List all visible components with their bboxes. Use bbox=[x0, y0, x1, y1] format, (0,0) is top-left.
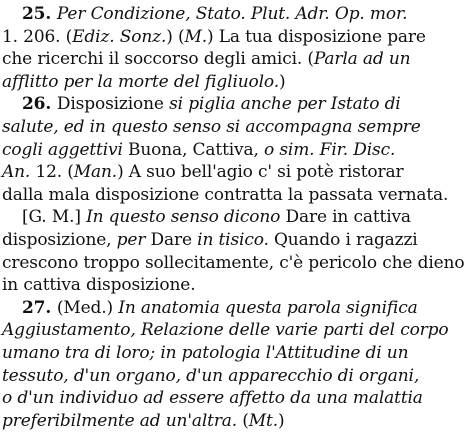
text-segment: ) bbox=[277, 410, 285, 431]
text-segment: in cattiva disposizione. bbox=[2, 275, 196, 296]
text-segment: ) ( bbox=[166, 26, 185, 47]
text-segment: preferibilmente ad un'altra. bbox=[2, 410, 238, 431]
text-segment: Mt. bbox=[248, 410, 278, 431]
text-line bbox=[2, 26, 426, 49]
text-segment: dalla mala disposizione contratta la passata vernata. bbox=[2, 184, 449, 205]
text-segment: 27. bbox=[22, 297, 57, 318]
text-segment: Man. bbox=[73, 162, 118, 183]
text-segment: cogli aggettivi bbox=[2, 139, 129, 160]
text-segment: 12. ( bbox=[35, 162, 74, 183]
text-line bbox=[2, 274, 195, 297]
text-segment: 26. bbox=[22, 94, 57, 115]
text-segment: per bbox=[116, 230, 151, 250]
text-segment: Dare in cattiva bbox=[285, 207, 411, 228]
text-segment: crescono troppo sollecitamente, c'è pericolo che dieno bbox=[2, 252, 465, 273]
text-segment: Aggiustamento, Relazione delle varie parti del corpo bbox=[2, 320, 449, 341]
text-line bbox=[22, 93, 401, 116]
text-segment: che ricerchi il soccorso degli amici. ( bbox=[2, 49, 314, 70]
text-segment: Buona, Cattiva, bbox=[128, 139, 264, 160]
text-line bbox=[2, 48, 410, 71]
text-line bbox=[2, 184, 448, 207]
text-segment: Per Condizione, Stato. Plut. Adr. Op. mor. bbox=[56, 4, 408, 24]
text-line bbox=[2, 387, 423, 410]
text-line bbox=[2, 116, 421, 139]
text-line bbox=[2, 161, 403, 184]
text-line bbox=[2, 319, 448, 342]
text-segment: 1. 206. ( bbox=[2, 26, 73, 47]
text-segment: si piglia anche per Istato di bbox=[169, 94, 401, 115]
text-line bbox=[2, 71, 285, 94]
text-line bbox=[22, 206, 411, 229]
text-segment: disposizione, bbox=[2, 230, 117, 250]
text-segment: salute, ed in questo senso si accompagna sempre bbox=[2, 117, 421, 137]
text-line bbox=[2, 252, 464, 275]
text-segment: tessuto, d'un organo, d'un apparecchio di organi, bbox=[2, 365, 420, 386]
text-line bbox=[22, 3, 407, 26]
text-segment: in tisico. bbox=[197, 230, 269, 250]
text-segment: Disposizione bbox=[56, 94, 170, 115]
text-segment: M. bbox=[184, 26, 207, 47]
text-segment: Quando i ragazzi bbox=[268, 230, 418, 250]
text-segment: ( bbox=[237, 410, 249, 431]
text-segment: In questo senso dicono bbox=[86, 207, 286, 228]
text-segment: In anatomia questa parola significa bbox=[118, 297, 418, 318]
text-segment: 25. bbox=[22, 4, 57, 24]
text-line bbox=[2, 365, 419, 388]
text-segment: o d'un individuo ad essere affetto da una malattia bbox=[2, 388, 423, 409]
text-line bbox=[2, 342, 408, 365]
text-line bbox=[2, 139, 395, 162]
text-line bbox=[22, 297, 418, 320]
text-segment: ) A suo bell'agio c' si potè ristorar bbox=[117, 162, 404, 183]
text-line bbox=[2, 229, 418, 252]
text-segment: umano tra di loro; in patologia l'Attitudine di un bbox=[2, 343, 409, 363]
text-segment: Parla ad un bbox=[313, 49, 411, 70]
text-segment: o sim. Fir. Disc. bbox=[264, 139, 396, 160]
text-segment: Dare bbox=[150, 230, 198, 250]
text-segment: (Med.) bbox=[56, 297, 119, 318]
text-segment: ) La tua disposizione pare bbox=[206, 26, 426, 47]
text-segment: ) bbox=[278, 71, 286, 92]
text-segment: Ediz. Sonz. bbox=[72, 26, 167, 47]
text-segment: [G. M.] bbox=[22, 207, 87, 228]
text-line bbox=[2, 410, 284, 433]
text-segment: An. bbox=[2, 162, 36, 183]
text-segment: afflitto per la morte del figliuolo. bbox=[2, 71, 279, 92]
